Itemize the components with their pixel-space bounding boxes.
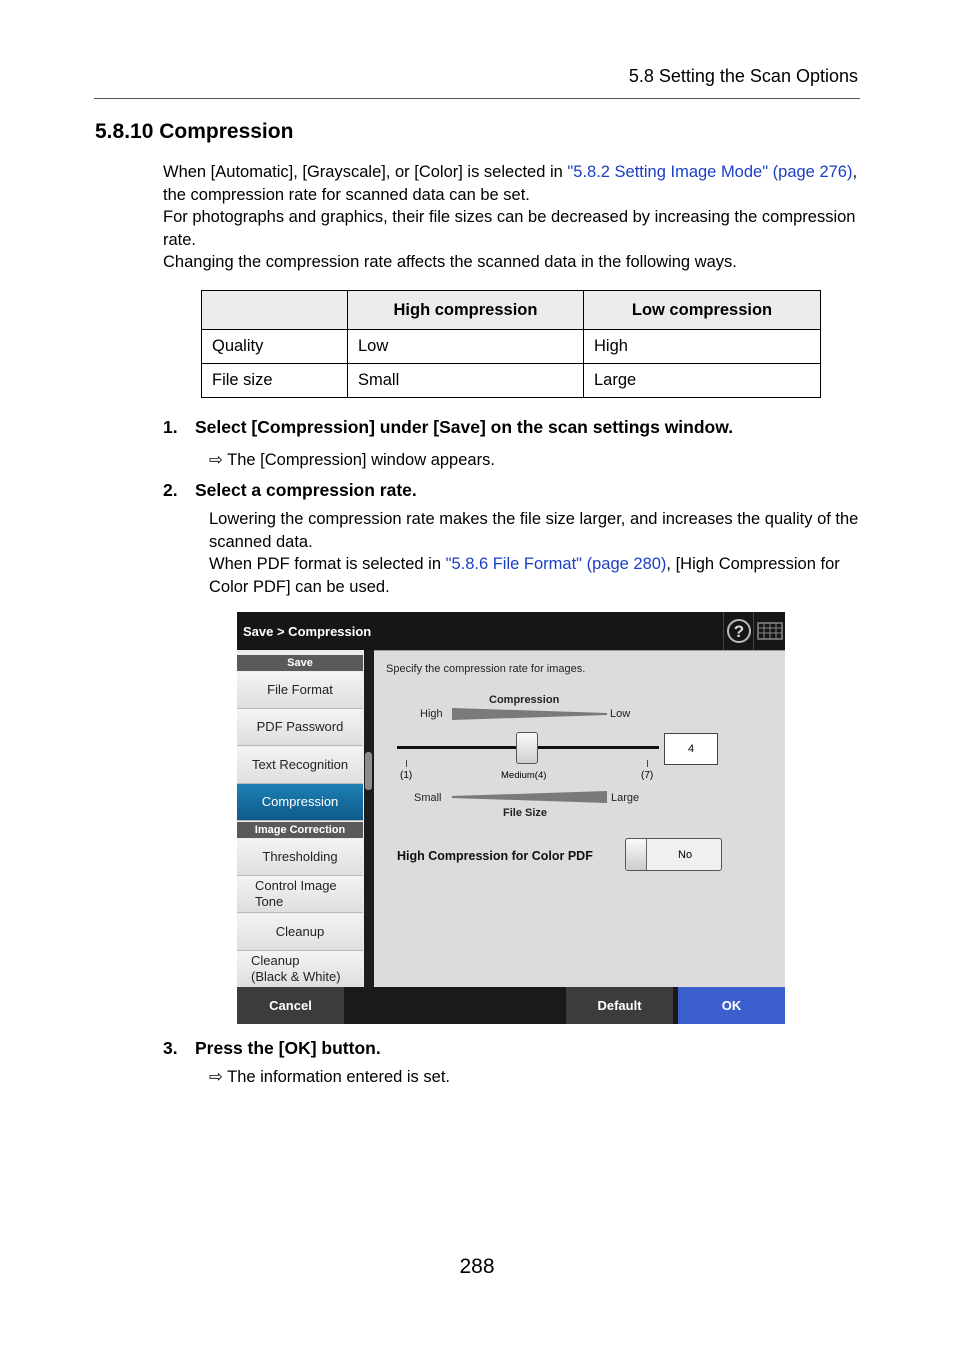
table-cell: File size — [202, 364, 348, 398]
table-row — [202, 330, 821, 364]
file-size-label: File Size — [503, 807, 548, 819]
default-button[interactable]: Default — [566, 987, 673, 1024]
result-arrow-icon: ⇨ — [209, 1068, 223, 1086]
color-pdf-toggle[interactable] — [625, 838, 722, 871]
link-file-format[interactable]: "5.8.6 File Format" (page 280) — [445, 555, 667, 573]
intro-p1: When [Automatic], [Grayscale], or [Color] is selected in — [163, 163, 568, 181]
compression-table — [201, 290, 821, 398]
step-2-body — [209, 508, 861, 598]
sidebar-item-compression[interactable]: Compression — [237, 784, 363, 821]
sidebar-item-text-recognition[interactable]: Text Recognition — [237, 747, 363, 784]
svg-text:?: ? — [733, 622, 745, 641]
tick-label-max: (7) — [641, 770, 654, 781]
ok-button[interactable]: OK — [678, 987, 785, 1024]
table-header-row — [202, 291, 821, 330]
step-2-p2-tail: , [High Compression for Color PDF] can be used. — [209, 555, 840, 596]
color-pdf-label: High Compression for Color PDF — [397, 849, 593, 863]
sidebar-item-thresholding[interactable]: Thresholding — [237, 839, 363, 876]
step-2-p1: Lowering the compression rate makes the file size larger, and increases the quality of the scanned data. — [209, 510, 859, 551]
tick-label-mid: Medium(4) — [501, 770, 547, 781]
table-header: Low compression — [584, 291, 821, 330]
tick-min — [406, 760, 407, 767]
step-1 — [163, 417, 733, 438]
window-title: Save > Compression — [243, 624, 372, 639]
small-label: Small — [414, 792, 442, 804]
sidebar-item-cleanup[interactable]: Cleanup — [237, 914, 363, 951]
sidebar-scrollbar[interactable] — [364, 650, 374, 987]
step-2 — [163, 480, 417, 501]
result-text: The information entered is set. — [227, 1068, 450, 1086]
help-icon — [724, 612, 754, 650]
section-title: 5.8.10 Compression — [95, 120, 294, 143]
intro-text — [163, 161, 863, 274]
slider-thumb[interactable] — [516, 732, 538, 764]
tick-max — [647, 760, 648, 767]
table-header — [202, 291, 348, 330]
running-header: 5.8 Setting the Scan Options — [628, 66, 858, 86]
table-cell: High — [584, 330, 821, 364]
high-label: High — [420, 708, 443, 720]
step-text: Select a compression rate. — [195, 480, 417, 500]
result-text: The [Compression] window appears. — [227, 451, 495, 469]
item-label-line: Tone — [255, 894, 284, 909]
intro-p3: Changing the compression rate affects the scanned data in the following ways. — [163, 253, 737, 271]
intro-p2: For photographs and graphics, their file sizes can be decreased by increasing the compression rate. — [163, 208, 856, 249]
help-button[interactable] — [723, 612, 754, 650]
link-image-mode[interactable]: "5.8.2 Setting Image Mode" (page 276) — [567, 163, 853, 181]
page-number: 288 — [459, 1255, 495, 1278]
result-arrow-icon: ⇨ — [209, 451, 223, 469]
tick-label-min: (1) — [400, 770, 413, 781]
step-text: Select [Compression] under [Save] on the scan settings window. — [195, 417, 734, 437]
step-number: 3. — [163, 1038, 178, 1058]
compression-label: Compression — [489, 694, 560, 706]
table-header: High compression — [348, 291, 584, 330]
step-3-result — [209, 1066, 450, 1089]
toggle-knob — [626, 839, 647, 870]
step-1-result — [209, 449, 495, 472]
cancel-button[interactable]: Cancel — [237, 987, 344, 1024]
toggle-value: No — [678, 849, 693, 861]
step-number: 2. — [163, 480, 178, 500]
keyboard-button[interactable] — [753, 612, 785, 650]
low-label: Low — [610, 708, 631, 720]
compression-value-field[interactable]: 4 — [664, 733, 718, 765]
scrollbar-thumb[interactable] — [365, 752, 372, 790]
table-cell: Large — [584, 364, 821, 398]
table-row — [202, 364, 821, 398]
step-number: 1. — [163, 417, 178, 437]
keyboard-icon — [754, 612, 785, 650]
item-label-line: Cleanup — [251, 953, 300, 968]
compression-window-screenshot — [237, 612, 785, 1024]
sidebar-item-control-image-tone[interactable] — [237, 876, 363, 913]
sidebar-item-file-format[interactable]: File Format — [237, 672, 363, 709]
instruction-text: Specify the compression rate for images. — [386, 663, 586, 675]
sidebar-header-save: Save — [237, 655, 363, 671]
table-cell: Quality — [202, 330, 348, 364]
intro-p1-tail: , the compression rate for scanned data can be set. — [163, 163, 858, 204]
step-3 — [163, 1038, 381, 1059]
item-label-line: (Black & White) — [251, 969, 341, 984]
large-label: Large — [611, 792, 640, 804]
step-text: Press the [OK] button. — [195, 1038, 381, 1058]
main-panel — [374, 650, 785, 988]
header-rule — [94, 98, 860, 99]
file-size-wedge — [452, 791, 607, 805]
item-label-line: Control Image — [255, 878, 337, 893]
sidebar-header-image-correction: Image Correction — [237, 822, 363, 838]
step-2-p2: When PDF format is selected in — [209, 555, 446, 573]
table-cell: Small — [348, 364, 584, 398]
compression-wedge — [452, 708, 607, 722]
table-cell: Low — [348, 330, 584, 364]
sidebar-item-pdf-password[interactable]: PDF Password — [237, 709, 363, 746]
sidebar-item-cleanup-bw[interactable] — [237, 951, 363, 988]
